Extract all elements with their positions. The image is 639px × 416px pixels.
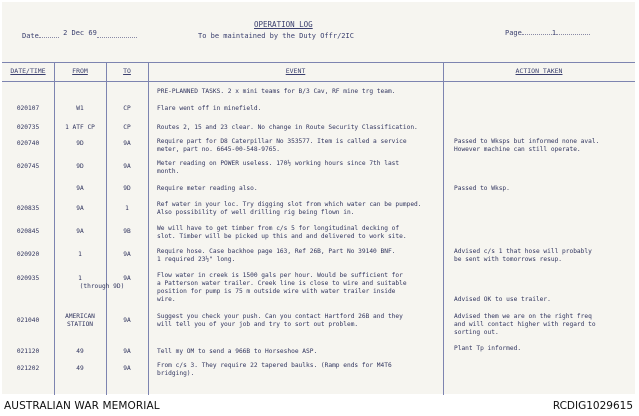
action-line: Advised them we are on the right freq bbox=[454, 313, 592, 320]
event-line: PRE-PLANNED TASKS. 2 x mini teams for B/3 Cav, RF mine trg team. bbox=[157, 88, 396, 95]
event-line: will tell you of your job and try to sort out problem. bbox=[157, 321, 359, 328]
event-line: Routes 2, 15 and 23 clear. No change in Route Security Classification. bbox=[157, 124, 418, 131]
date-field bbox=[22, 29, 137, 40]
action-line: sorting out. bbox=[454, 329, 499, 336]
event-line: Suggest you check your push. Can you contact Hartford 26B and they bbox=[157, 313, 403, 320]
event-line: month. bbox=[157, 168, 180, 175]
to-cell: 9A bbox=[123, 317, 131, 324]
to-cell: 1 bbox=[125, 205, 129, 212]
to-cell: 9A bbox=[123, 275, 131, 282]
log-table bbox=[2, 62, 635, 395]
to-cell: CP bbox=[123, 124, 131, 131]
event-line: Require hose. Case backhoe page 163, Ref 26B, Part No 39140 BNF. bbox=[157, 248, 396, 255]
from-cell: 1 ATF CP bbox=[65, 124, 95, 131]
event-line: slot. Timber will be picked up this and and delivered to work site. bbox=[157, 233, 407, 240]
from-cell: 1 bbox=[78, 275, 82, 282]
event-line: wire. bbox=[157, 296, 176, 303]
document-id: RCDIG1029615 bbox=[552, 400, 633, 412]
col-header-from: FROM bbox=[72, 67, 88, 75]
datetime-cell: 021120 bbox=[16, 348, 40, 355]
to-cell: 9A bbox=[123, 163, 131, 170]
action-line: Advised OK to use trailer. bbox=[454, 296, 551, 303]
archive-footer bbox=[0, 396, 639, 416]
from-cell: 9D bbox=[76, 140, 84, 147]
page-label: Page bbox=[505, 29, 522, 37]
action-line: Plant Tp informed. bbox=[454, 345, 522, 352]
col-header-event: EVENT bbox=[285, 67, 306, 75]
event-line: Require part for D8 Caterpillar No 353577. Item is called a service bbox=[157, 138, 407, 145]
event-line: Require meter reading also. bbox=[157, 185, 258, 192]
datetime-cell: 020835 bbox=[16, 205, 40, 212]
date-value: 2 Dec 69 bbox=[63, 29, 97, 37]
event-line: 1 required 23½" long. bbox=[157, 256, 236, 263]
from-cell-note: STATION bbox=[66, 321, 94, 328]
page-value: 1 bbox=[551, 29, 557, 37]
to-cell: 9A bbox=[123, 251, 131, 258]
to-cell: 9B bbox=[123, 228, 131, 235]
from-cell: 9A bbox=[76, 185, 84, 192]
to-cell: 9A bbox=[123, 140, 131, 147]
event-line: Flare went off in minefield. bbox=[157, 105, 262, 112]
from-cell: 49 bbox=[76, 365, 84, 372]
datetime-cell: 021202 bbox=[16, 365, 40, 372]
datetime-cell: 020107 bbox=[16, 105, 40, 112]
datetime-cell: 020740 bbox=[16, 140, 40, 147]
page-title: OPERATION LOG bbox=[254, 20, 313, 29]
datetime-cell: 021040 bbox=[16, 317, 40, 324]
event-line: From c/s 3. They require 22 tapered baulks. (Ramp ends for M4T6 bbox=[157, 362, 392, 369]
event-line: meter, part no. 6645-00-548-9765. bbox=[157, 146, 280, 153]
col-header-datetime: DATE/TIME bbox=[10, 67, 46, 75]
to-cell: 9D bbox=[123, 185, 131, 192]
event-line: Tell my OM to send a 966B to Horseshoe ASP. bbox=[157, 348, 318, 355]
to-cell: 9A bbox=[123, 365, 131, 372]
page-number-field bbox=[505, 29, 590, 37]
col-header-to: TO bbox=[123, 67, 131, 75]
action-line: However machine can still operate. bbox=[454, 146, 581, 153]
event-line: Ref water in your loc. Try digging slot from which water can be pumped. bbox=[157, 201, 422, 208]
datetime-cell: 020845 bbox=[16, 228, 40, 235]
date-label: Date bbox=[22, 32, 39, 40]
from-cell: 9D bbox=[76, 163, 84, 170]
from-cell: 1 bbox=[78, 251, 82, 258]
from-cell: 49 bbox=[76, 348, 84, 355]
action-line: and will contact higher with regard to bbox=[454, 321, 596, 328]
action-line: Advised c/s 1 that hose will probably bbox=[454, 248, 592, 255]
from-cell: W1 bbox=[76, 105, 84, 112]
event-line: Meter reading on POWER useless. 170½ working hours since 7th last bbox=[157, 160, 400, 167]
col-header-action: ACTION TAKEN bbox=[515, 67, 563, 75]
from-cell: 9A bbox=[76, 205, 84, 212]
to-cell: 9A bbox=[123, 348, 131, 355]
event-line: bridging). bbox=[157, 370, 195, 377]
datetime-cell: 020935 bbox=[16, 275, 40, 282]
page-subtitle: To be maintained by the Duty Offr/2IC bbox=[198, 32, 354, 40]
from-cell: AMERICAN bbox=[65, 313, 95, 320]
event-line: Flow water in creek is 1500 gals per hour. Would be sufficient for bbox=[157, 272, 403, 279]
datetime-cell: 020745 bbox=[16, 163, 40, 170]
datetime-cell: 020920 bbox=[16, 251, 40, 258]
event-line: We will have to get timber from c/s 5 for longitudinal decking of bbox=[157, 225, 400, 232]
event-line: Also possibility of well drilling rig being flown in. bbox=[157, 209, 355, 216]
action-line: Passed to Wksp. bbox=[454, 185, 510, 192]
action-line: be sent with tomorrows resup. bbox=[454, 256, 563, 263]
event-line: position for pump is 75 m outside wire with water trailer inside bbox=[157, 288, 396, 295]
archive-name: AUSTRALIAN WAR MEMORIAL bbox=[4, 400, 160, 412]
from-cell-note: (through 9D) bbox=[79, 283, 125, 290]
event-line: a Patterson water trailer. Creek line is close to wire and suitable bbox=[157, 280, 407, 287]
datetime-cell: 020735 bbox=[16, 124, 40, 131]
from-cell: 9A bbox=[76, 228, 84, 235]
action-line: Passed to Wksps but informed none aval. bbox=[454, 138, 600, 145]
to-cell: CP bbox=[123, 105, 131, 112]
